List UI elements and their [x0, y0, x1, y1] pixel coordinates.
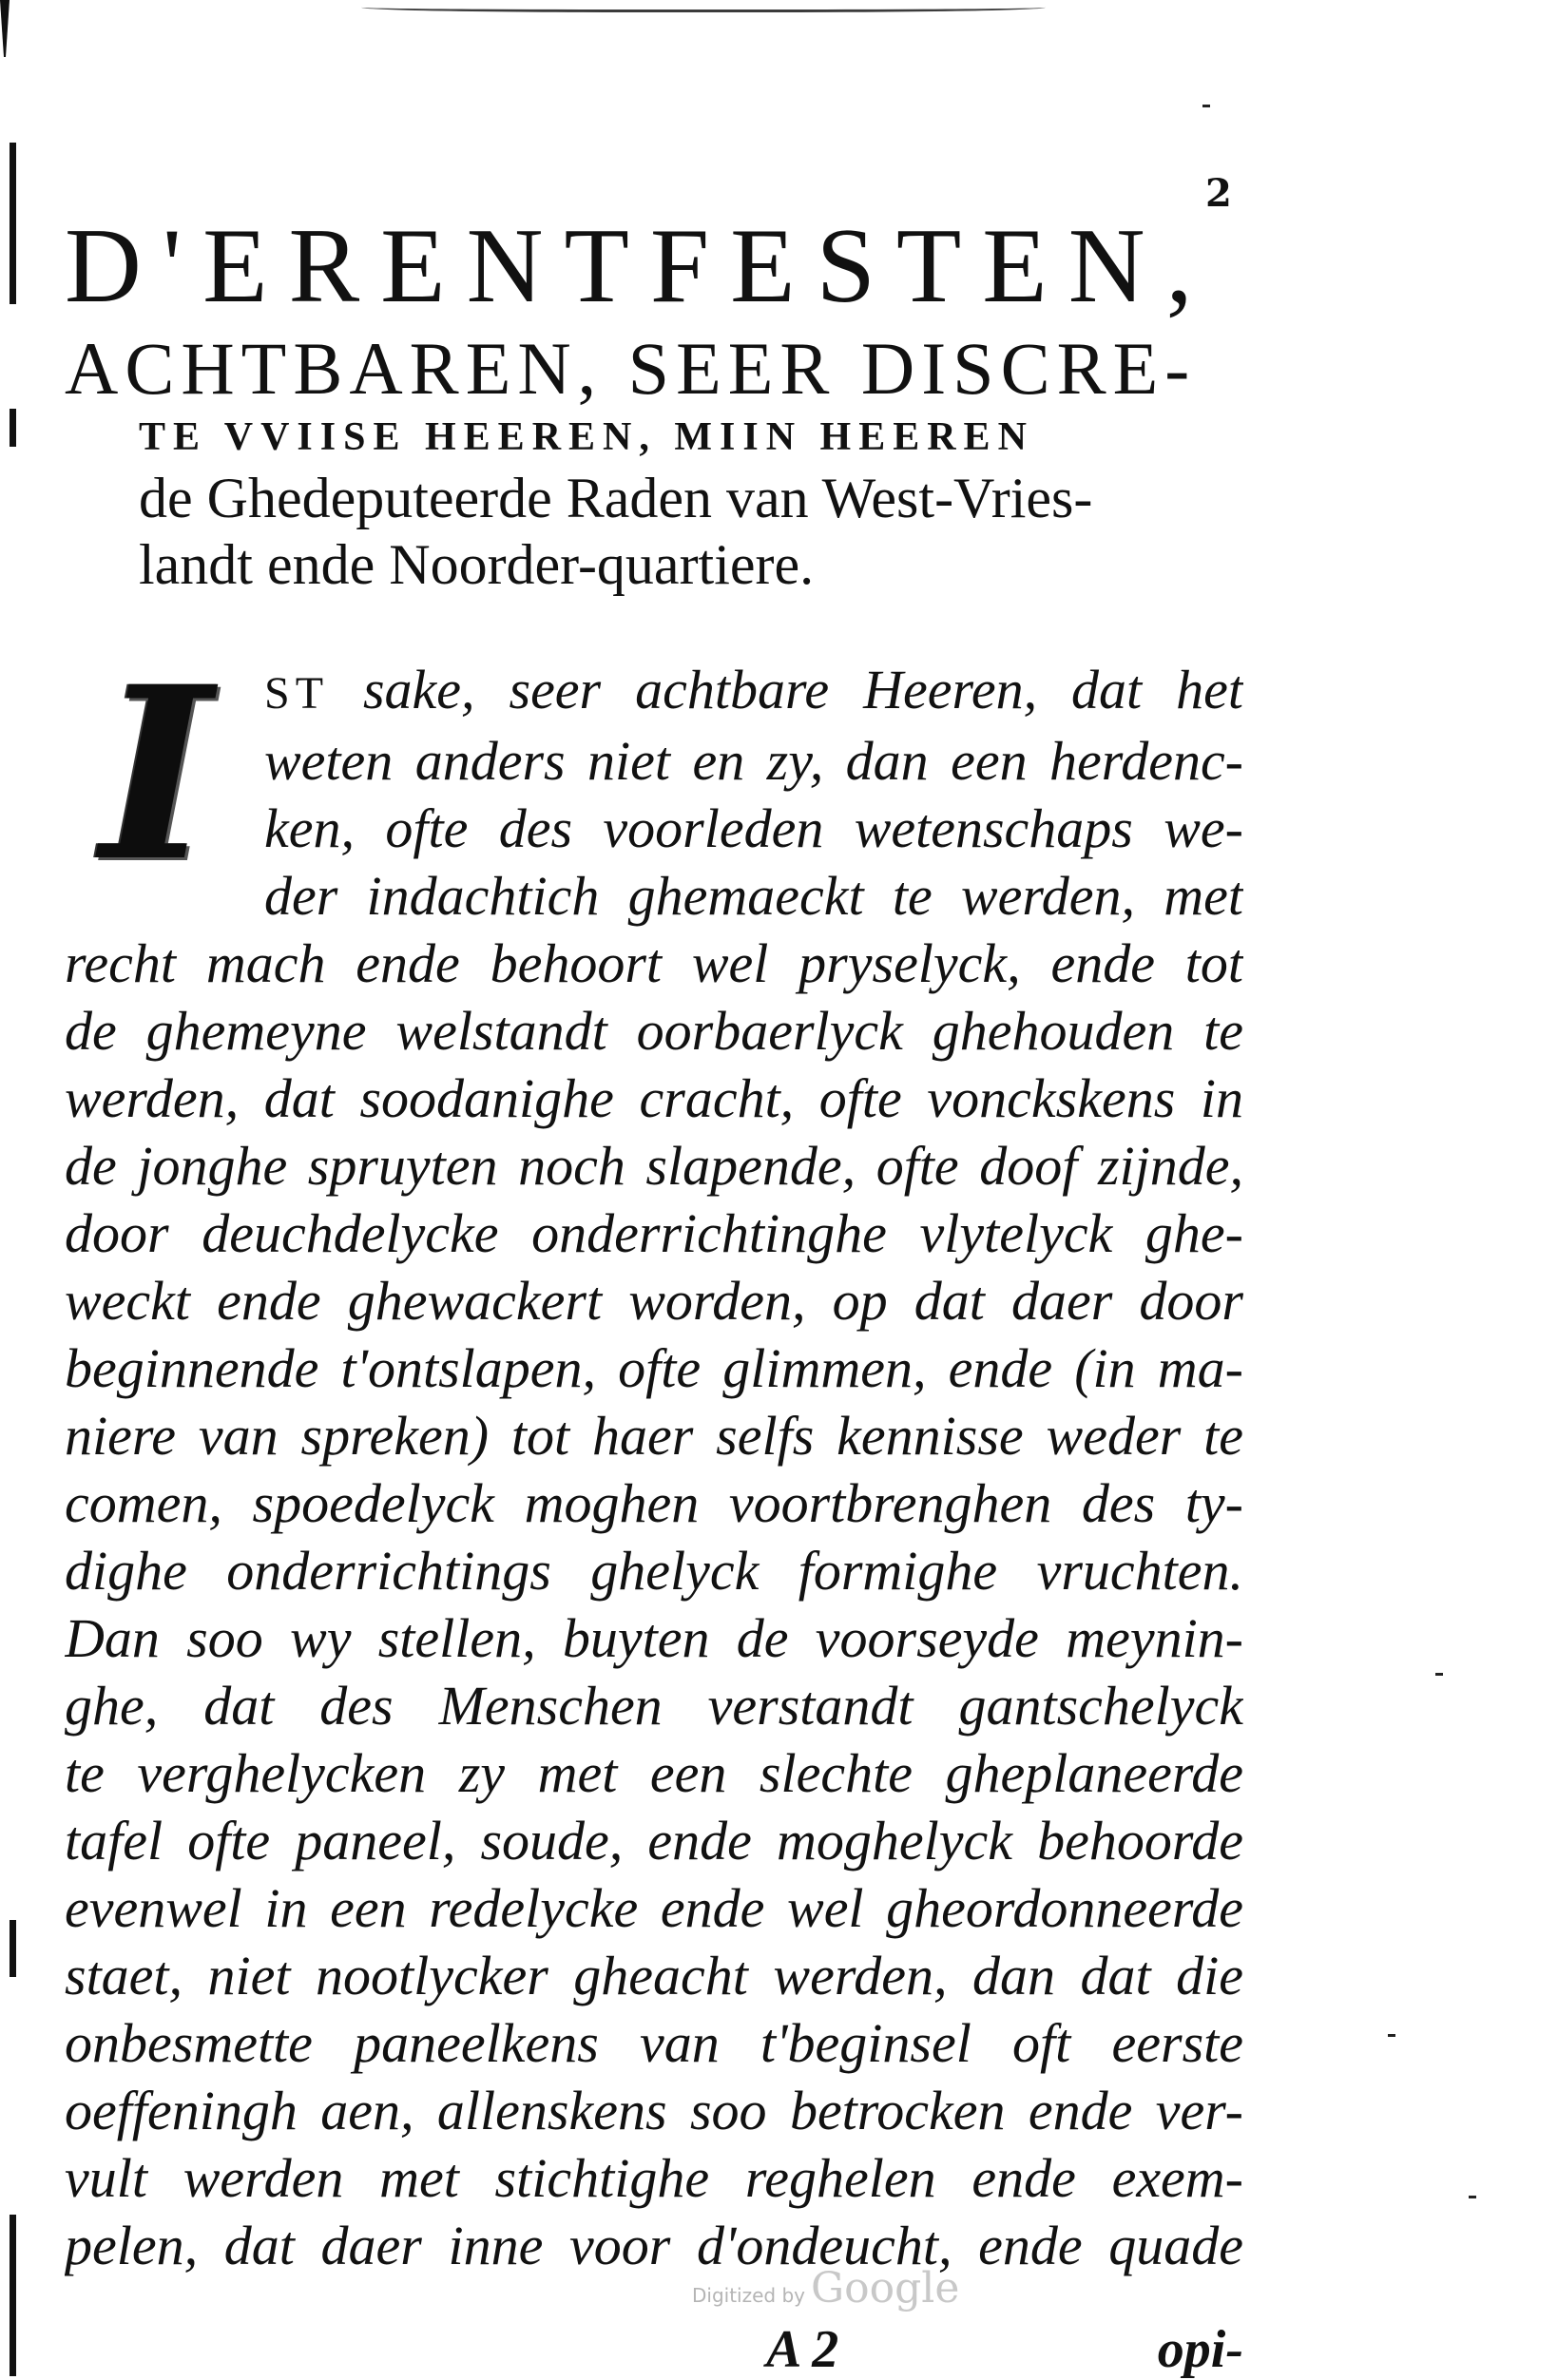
body-line: ken, ofte des voorleden wetenschaps we- — [264, 797, 1243, 859]
first-word-caps: ST — [264, 668, 330, 719]
scan-artifact-corner — [0, 0, 10, 57]
body-line: recht mach ende behoort wel pryselyck, ende tot — [65, 932, 1243, 994]
page-footer — [65, 2319, 1243, 2379]
heading-line-5: landt ende Noorder-quartiere. — [139, 533, 815, 596]
scan-artifact-top — [361, 0, 1046, 12]
body-line: pelen, dat daer inne voor d'ondeucht, ende quade — [65, 2215, 1243, 2276]
watermark-prefix: Digitized by — [692, 2284, 805, 2307]
scan-speck — [1388, 2034, 1395, 2037]
body-line: niere van spreken) tot haer selfs kennisse weder te — [65, 1405, 1243, 1467]
body-line: ghe, dat des Menschen verstandt gantschelyck — [65, 1675, 1243, 1737]
body-line: staet, niet nootlycker gheacht werden, dan dat die — [65, 1945, 1243, 2006]
body-line: de jonghe spruyten noch slapende, ofte doof zijnde, — [65, 1135, 1243, 1197]
body-line: der indachtich ghemaeckt te werden, met — [264, 865, 1243, 927]
watermark-brand: Google — [811, 2264, 960, 2313]
digitization-watermark — [692, 2264, 959, 2313]
scan-artifact-left-edge — [10, 143, 16, 304]
body-line: weckt ende ghewackert worden, op dat daer door — [65, 1270, 1243, 1332]
body-line: tafel ofte paneel, soude, ende moghelyck behoorde — [65, 1810, 1243, 1871]
body-line — [264, 656, 1243, 727]
body-line: vult werden met stichtighe reghelen ende exem- — [65, 2147, 1243, 2209]
body-line: te verghelycken zy met een slechte gheplaneerde — [65, 1742, 1243, 1804]
body-line: onbesmette paneelkens van t'beginsel oft eerste — [65, 2012, 1243, 2074]
signature-mark: A 2 — [766, 2320, 839, 2379]
body-line-text: sake, seer achtbare Heeren, dat het — [329, 659, 1243, 720]
scan-artifact-left-edge — [10, 2215, 16, 2376]
heading-line-2: ACHTBAREN, SEER DISCRE- — [65, 327, 1197, 410]
body-line: door deuchdelycke onderrichtinghe vlytelyck ghe- — [65, 1202, 1243, 1264]
catchword: opi- — [1157, 2320, 1243, 2379]
heading-line-1: D'ERENTFESTEN, — [65, 207, 1214, 325]
ornamental-drop-cap: I — [101, 634, 212, 913]
scan-speck — [1202, 105, 1210, 107]
scan-speck — [1435, 1673, 1443, 1676]
body-line: oeffeningh aen, allenskens soo betrocken ende ver- — [65, 2080, 1243, 2141]
scan-artifact-left-edge — [10, 409, 16, 447]
body-line: beginnende t'ontslapen, ofte glimmen, ende (in ma- — [65, 1337, 1243, 1399]
dedication-heading — [65, 204, 1239, 598]
body-line: comen, spoedelyck moghen voortbrenghen des ty- — [65, 1472, 1243, 1534]
scan-speck — [1469, 2196, 1476, 2198]
body-text — [65, 634, 1243, 2279]
heading-line-3: TE VVIISE HEEREN, MIIN HEEREN — [139, 415, 1034, 459]
body-line: Dan soo wy stellen, buyten de voorseyde meynin- — [65, 1607, 1243, 1669]
heading-line-4: de Ghedeputeerde Raden van West-Vries- — [139, 467, 1093, 529]
body-line: evenwel in een redelycke ende wel gheordonneerde — [65, 1877, 1243, 1939]
scan-artifact-left-edge — [10, 1920, 16, 1977]
leaf-number: 2 — [1205, 171, 1232, 216]
body-line: dighe onderrichtings ghelyck formighe vruchten. — [65, 1540, 1243, 1602]
body-line: werden, dat soodanighe cracht, ofte vonckskens in — [65, 1067, 1243, 1129]
body-line: weten anders niet en zy, dan een herdenc- — [264, 730, 1243, 792]
body-line: de ghemeyne welstandt oorbaerlyck ghehouden te — [65, 1000, 1243, 1062]
